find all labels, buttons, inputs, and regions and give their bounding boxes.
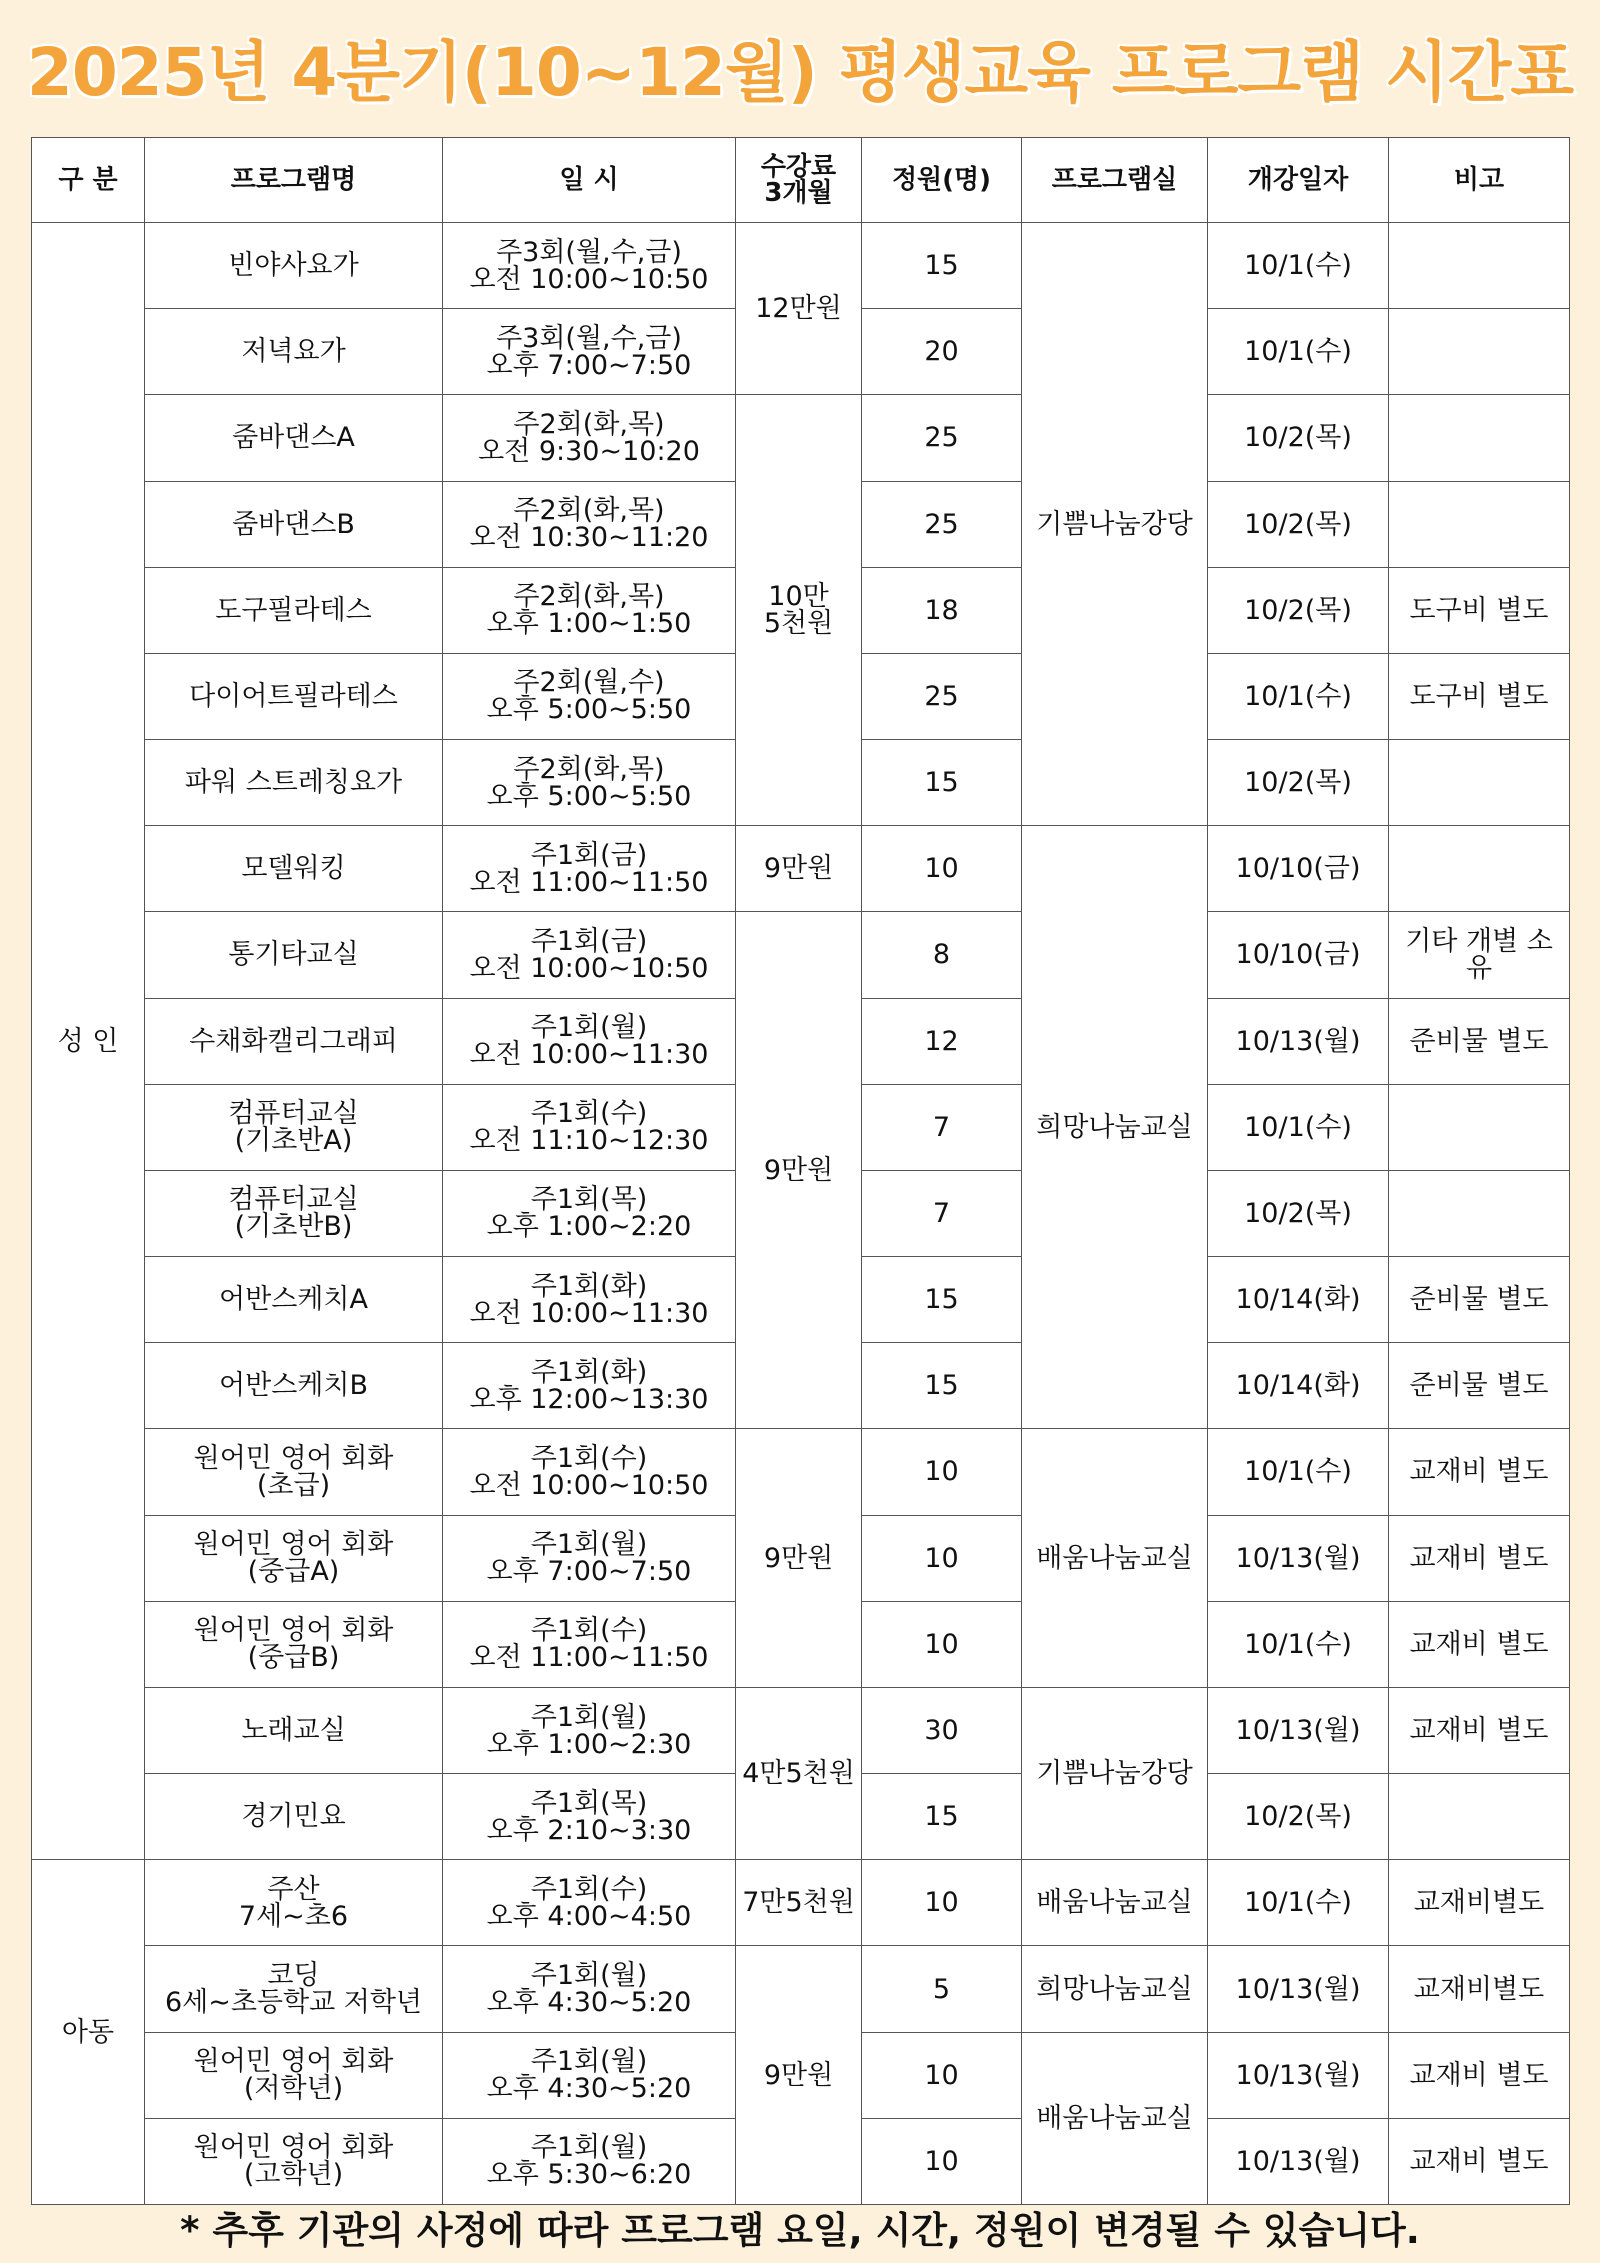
start-date-cell: 10/13(월) xyxy=(1208,1515,1389,1601)
start-date-cell: 10/1(수) xyxy=(1208,653,1389,739)
note-cell xyxy=(1389,1170,1570,1256)
capacity-cell: 7 xyxy=(862,1084,1022,1170)
note-cell xyxy=(1389,309,1570,395)
program-name: 통기타교실 xyxy=(145,912,443,998)
program-name: 수채화캘리그래피 xyxy=(145,998,443,1084)
capacity-cell: 30 xyxy=(862,1687,1022,1773)
capacity-cell: 7 xyxy=(862,1170,1022,1256)
program-schedule: 주3회(월,수,금) 오전 10:00~10:50 xyxy=(443,223,736,309)
program-schedule: 주2회(화,목) 오전 9:30~10:20 xyxy=(443,395,736,481)
start-date-cell: 10/2(목) xyxy=(1208,567,1389,653)
capacity-cell: 8 xyxy=(862,912,1022,998)
note-cell: 준비물 별도 xyxy=(1389,1343,1570,1429)
capacity-cell: 12 xyxy=(862,998,1022,1084)
capacity-cell: 10 xyxy=(862,2118,1022,2204)
program-schedule: 주2회(화,목) 오후 1:00~1:50 xyxy=(443,567,736,653)
capacity-cell: 10 xyxy=(862,1515,1022,1601)
note-cell: 교재비 별도 xyxy=(1389,1515,1570,1601)
fee-cell: 9만원 xyxy=(736,912,862,1429)
start-date-cell: 10/1(수) xyxy=(1208,1601,1389,1687)
program-schedule: 주1회(수) 오전 11:10~12:30 xyxy=(443,1084,736,1170)
program-schedule: 주1회(월) 오후 7:00~7:50 xyxy=(443,1515,736,1601)
program-name: 원어민 영어 회화 (초급) xyxy=(145,1429,443,1515)
fee-cell: 9만원 xyxy=(736,826,862,912)
start-date-cell: 10/13(월) xyxy=(1208,998,1389,1084)
capacity-cell: 10 xyxy=(862,1860,1022,1946)
note-cell: 교재비 별도 xyxy=(1389,2118,1570,2204)
note-cell xyxy=(1389,223,1570,309)
start-date-cell: 10/14(화) xyxy=(1208,1257,1389,1343)
fee-cell: 4만5천원 xyxy=(736,1687,862,1859)
program-name: 컴퓨터교실 (기초반A) xyxy=(145,1084,443,1170)
page-title: 2025년 4분기(10~12월) 평생교육 프로그램 시간표 xyxy=(26,34,1574,111)
program-name: 파워 스트레칭요가 xyxy=(145,740,443,826)
header-capacity: 정원(명) xyxy=(862,138,1022,223)
note-cell: 교재비별도 xyxy=(1389,1946,1570,2032)
room-cell: 배움나눔교실 xyxy=(1022,2032,1208,2204)
program-schedule: 주1회(금) 오전 10:00~10:50 xyxy=(443,912,736,998)
program-name: 모델워킹 xyxy=(145,826,443,912)
capacity-cell: 15 xyxy=(862,1774,1022,1860)
program-schedule: 주2회(화,목) 오후 5:00~5:50 xyxy=(443,740,736,826)
program-schedule: 주1회(월) 오후 1:00~2:30 xyxy=(443,1687,736,1773)
note-cell: 교재비 별도 xyxy=(1389,2032,1570,2118)
program-name: 원어민 영어 회화 (중급B) xyxy=(145,1601,443,1687)
program-name: 컴퓨터교실 (기초반B) xyxy=(145,1170,443,1256)
program-name: 주산 7세~초6 xyxy=(145,1860,443,1946)
program-schedule: 주1회(수) 오전 11:00~11:50 xyxy=(443,1601,736,1687)
room-cell: 희망나눔교실 xyxy=(1022,826,1208,1429)
capacity-cell: 15 xyxy=(862,1343,1022,1429)
note-cell: 도구비 별도 xyxy=(1389,653,1570,739)
start-date-cell: 10/2(목) xyxy=(1208,1774,1389,1860)
capacity-cell: 18 xyxy=(862,567,1022,653)
program-schedule: 주1회(목) 오후 2:10~3:30 xyxy=(443,1774,736,1860)
program-name: 도구필라테스 xyxy=(145,567,443,653)
room-cell: 희망나눔교실 xyxy=(1022,1946,1208,2032)
room-cell: 기쁨나눔강당 xyxy=(1022,223,1208,826)
header-room: 프로그램실 xyxy=(1022,138,1208,223)
capacity-cell: 10 xyxy=(862,826,1022,912)
program-schedule: 주1회(월) 오후 4:30~5:20 xyxy=(443,2032,736,2118)
note-cell xyxy=(1389,481,1570,567)
capacity-cell: 5 xyxy=(862,1946,1022,2032)
note-cell: 준비물 별도 xyxy=(1389,1257,1570,1343)
note-cell xyxy=(1389,1774,1570,1860)
note-cell: 교재비 별도 xyxy=(1389,1687,1570,1773)
program-name: 코딩 6세~초등학교 저학년 xyxy=(145,1946,443,2032)
program-schedule: 주1회(수) 오전 10:00~10:50 xyxy=(443,1429,736,1515)
fee-cell: 10만 5천원 xyxy=(736,395,862,826)
fee-cell: 9만원 xyxy=(736,1946,862,2205)
program-name: 노래교실 xyxy=(145,1687,443,1773)
capacity-cell: 15 xyxy=(862,740,1022,826)
program-schedule: 주1회(목) 오후 1:00~2:20 xyxy=(443,1170,736,1256)
category-cell: 성 인 xyxy=(32,223,145,1860)
table-row xyxy=(32,826,1570,912)
program-schedule: 주1회(화) 오전 10:00~11:30 xyxy=(443,1257,736,1343)
table-row xyxy=(32,1946,1570,2032)
program-name: 줌바댄스B xyxy=(145,481,443,567)
header-note: 비고 xyxy=(1389,138,1570,223)
program-name: 빈야사요가 xyxy=(145,223,443,309)
program-name: 저녁요가 xyxy=(145,309,443,395)
start-date-cell: 10/2(목) xyxy=(1208,1170,1389,1256)
capacity-cell: 10 xyxy=(862,1429,1022,1515)
note-cell: 교재비 별도 xyxy=(1389,1429,1570,1515)
start-date-cell: 10/2(목) xyxy=(1208,740,1389,826)
note-cell: 도구비 별도 xyxy=(1389,567,1570,653)
program-schedule: 주1회(월) 오전 10:00~11:30 xyxy=(443,998,736,1084)
program-name: 원어민 영어 회화 (고학년) xyxy=(145,2118,443,2204)
fee-cell: 7만5천원 xyxy=(736,1860,862,1946)
header-row xyxy=(32,138,1570,223)
note-cell: 기타 개별 소유 xyxy=(1389,912,1570,998)
program-name: 어반스케치A xyxy=(145,1257,443,1343)
capacity-cell: 25 xyxy=(862,653,1022,739)
program-name: 어반스케치B xyxy=(145,1343,443,1429)
capacity-cell: 10 xyxy=(862,2032,1022,2118)
header-category: 구 분 xyxy=(32,138,145,223)
program-name: 줌바댄스A xyxy=(145,395,443,481)
fee-cell: 12만원 xyxy=(736,223,862,395)
start-date-cell: 10/13(월) xyxy=(1208,1687,1389,1773)
table-row xyxy=(32,1687,1570,1773)
program-name: 원어민 영어 회화 (저학년) xyxy=(145,2032,443,2118)
program-schedule: 주1회(월) 오후 5:30~6:20 xyxy=(443,2118,736,2204)
table-row xyxy=(32,1860,1570,1946)
note-cell xyxy=(1389,395,1570,481)
schedule-table xyxy=(31,137,1570,2205)
note-cell xyxy=(1389,740,1570,826)
footer-notice: * 추후 기관의 사정에 따라 프로그램 요일, 시간, 정원이 변경될 수 있습니다. xyxy=(180,2209,1420,2252)
note-cell: 교재비별도 xyxy=(1389,1860,1570,1946)
program-schedule: 주1회(화) 오후 12:00~13:30 xyxy=(443,1343,736,1429)
room-cell: 기쁨나눔강당 xyxy=(1022,1687,1208,1859)
start-date-cell: 10/2(목) xyxy=(1208,395,1389,481)
start-date-cell: 10/1(수) xyxy=(1208,1429,1389,1515)
capacity-cell: 15 xyxy=(862,1257,1022,1343)
table-row xyxy=(32,223,1570,309)
start-date-cell: 10/1(수) xyxy=(1208,223,1389,309)
program-schedule: 주2회(월,수) 오후 5:00~5:50 xyxy=(443,653,736,739)
category-cell: 아동 xyxy=(32,1860,145,2205)
capacity-cell: 25 xyxy=(862,481,1022,567)
start-date-cell: 10/13(월) xyxy=(1208,2032,1389,2118)
room-cell: 배움나눔교실 xyxy=(1022,1429,1208,1688)
start-date-cell: 10/14(화) xyxy=(1208,1343,1389,1429)
start-date-cell: 10/13(월) xyxy=(1208,1946,1389,2032)
program-schedule: 주2회(화,목) 오전 10:30~11:20 xyxy=(443,481,736,567)
program-name: 경기민요 xyxy=(145,1774,443,1860)
start-date-cell: 10/2(목) xyxy=(1208,481,1389,567)
program-schedule: 주3회(월,수,금) 오후 7:00~7:50 xyxy=(443,309,736,395)
note-cell xyxy=(1389,1084,1570,1170)
start-date-cell: 10/1(수) xyxy=(1208,1860,1389,1946)
fee-cell: 9만원 xyxy=(736,1429,862,1688)
capacity-cell: 25 xyxy=(862,395,1022,481)
note-cell xyxy=(1389,826,1570,912)
header-start: 개강일자 xyxy=(1208,138,1389,223)
note-cell: 준비물 별도 xyxy=(1389,998,1570,1084)
start-date-cell: 10/10(금) xyxy=(1208,826,1389,912)
table-row xyxy=(32,395,1570,481)
note-cell: 교재비 별도 xyxy=(1389,1601,1570,1687)
program-name: 원어민 영어 회화 (중급A) xyxy=(145,1515,443,1601)
program-schedule: 주1회(금) 오전 11:00~11:50 xyxy=(443,826,736,912)
program-name: 다이어트필라테스 xyxy=(145,653,443,739)
header-fee: 수강료 3개월 xyxy=(736,138,862,223)
header-program: 프로그램명 xyxy=(145,138,443,223)
header-schedule: 일 시 xyxy=(443,138,736,223)
table-row xyxy=(32,912,1570,998)
start-date-cell: 10/10(금) xyxy=(1208,912,1389,998)
program-schedule: 주1회(월) 오후 4:30~5:20 xyxy=(443,1946,736,2032)
capacity-cell: 20 xyxy=(862,309,1022,395)
capacity-cell: 15 xyxy=(862,223,1022,309)
capacity-cell: 10 xyxy=(862,1601,1022,1687)
room-cell: 배움나눔교실 xyxy=(1022,1860,1208,1946)
program-schedule: 주1회(수) 오후 4:00~4:50 xyxy=(443,1860,736,1946)
start-date-cell: 10/1(수) xyxy=(1208,309,1389,395)
table-row xyxy=(32,1429,1570,1515)
start-date-cell: 10/1(수) xyxy=(1208,1084,1389,1170)
start-date-cell: 10/13(월) xyxy=(1208,2118,1389,2204)
